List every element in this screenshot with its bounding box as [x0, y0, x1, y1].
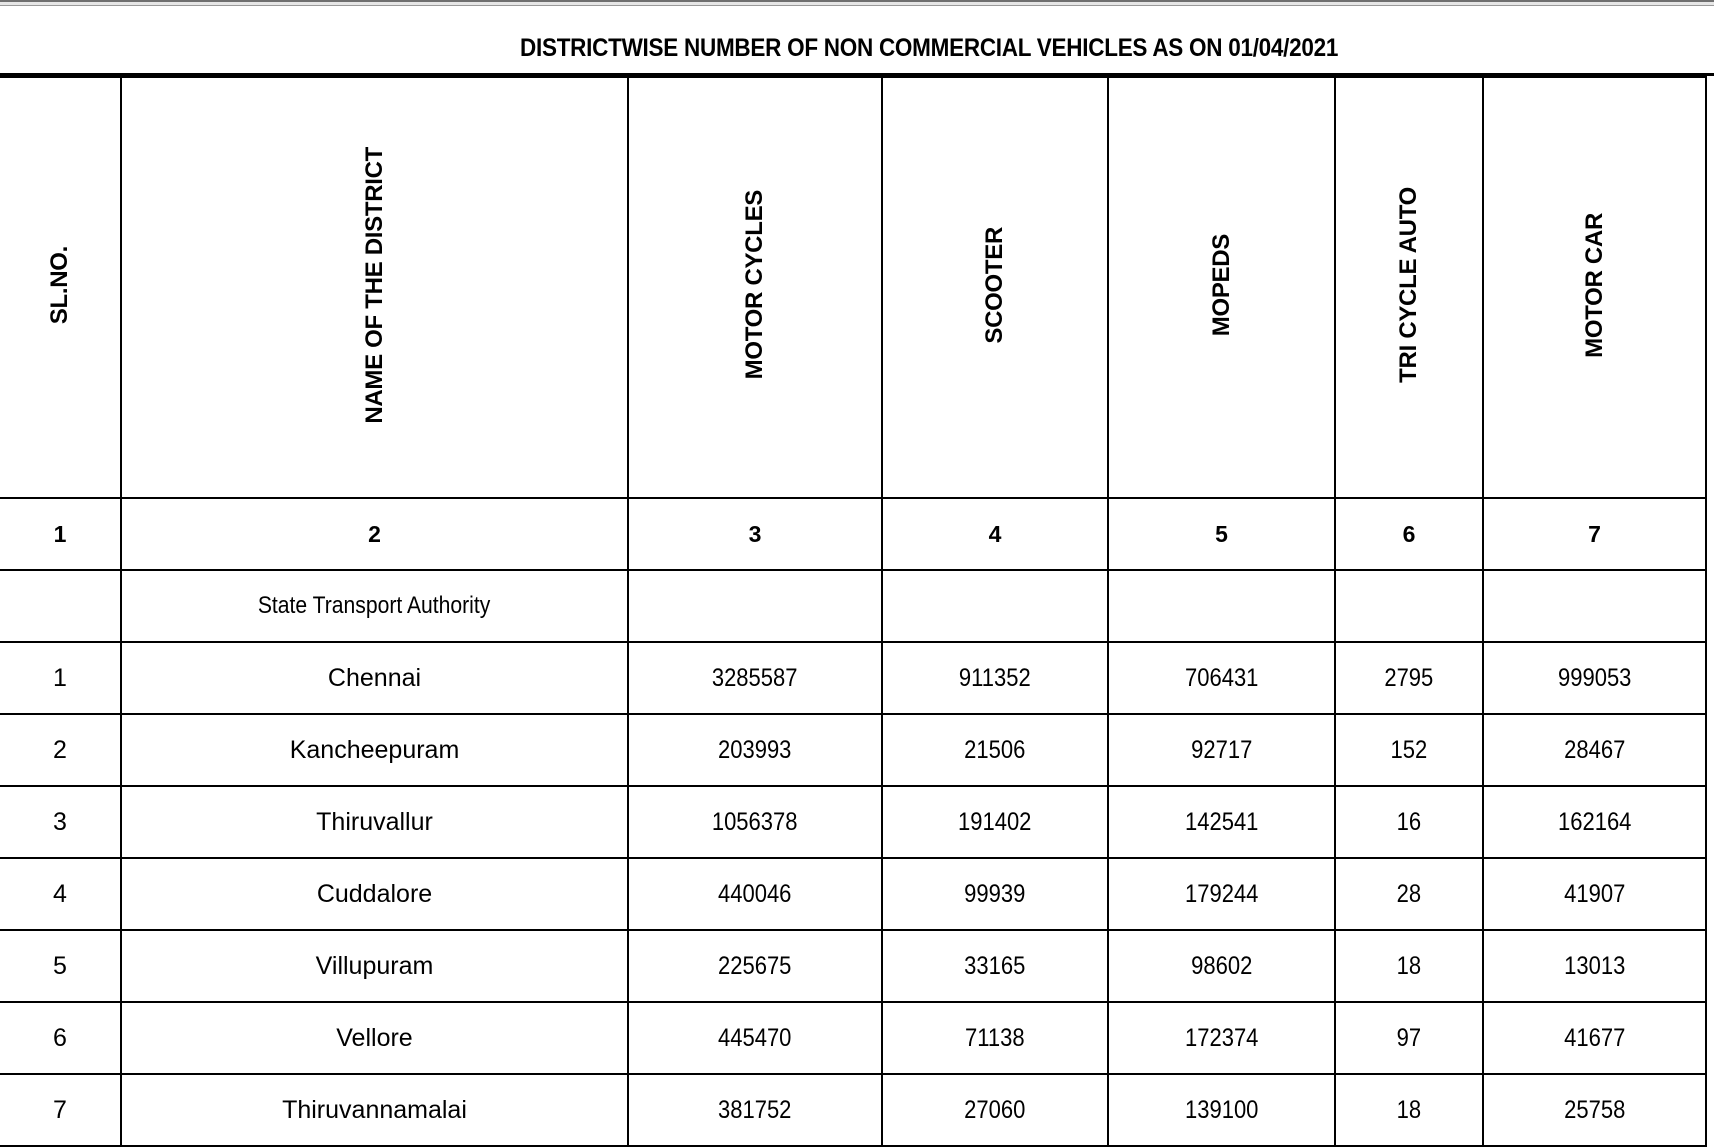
motor-car-cell: 13013 [1483, 930, 1706, 1002]
mopeds-cell: 98602 [1108, 930, 1335, 1002]
motor-car-cell: 25758 [1483, 1074, 1706, 1146]
header-tri-cycle-auto: TRI CYCLE AUTO [1335, 77, 1483, 498]
motor-cycles-cell: 1056378 [628, 786, 882, 858]
district-cell: Vellore [121, 1002, 628, 1074]
column-number: 5 [1108, 498, 1335, 570]
vehicles-table [0, 76, 1707, 1147]
district-cell: Cuddalore [121, 858, 628, 930]
page-title: DISTRICTWISE NUMBER OF NON COMMERCIAL VEHICLES AS ON 01/04/2021 [520, 34, 1339, 62]
motor-cycles-cell: 225675 [628, 930, 882, 1002]
title-bar [0, 6, 1714, 76]
empty-cell [1483, 570, 1706, 642]
sl-no-cell: 2 [0, 714, 121, 786]
header-sl-no: SL.NO. [0, 77, 121, 498]
header-scooter: SCOOTER [882, 77, 1108, 498]
table-row [0, 930, 1706, 1002]
mopeds-cell: 92717 [1108, 714, 1335, 786]
motor-cycles-cell: 445470 [628, 1002, 882, 1074]
header-motor-car: MOTOR CAR [1483, 77, 1706, 498]
tri-cycle-auto-cell: 18 [1335, 1074, 1483, 1146]
tri-cycle-auto-cell: 97 [1335, 1002, 1483, 1074]
motor-cycles-cell: 381752 [628, 1074, 882, 1146]
section-label: State Transport Authority [121, 570, 628, 642]
column-number: 2 [121, 498, 628, 570]
empty-cell [882, 570, 1108, 642]
section-row [0, 570, 1706, 642]
empty-cell [1335, 570, 1483, 642]
district-cell: Thiruvannamalai [121, 1074, 628, 1146]
header-mopeds: MOPEDS [1108, 77, 1335, 498]
motor-car-cell: 28467 [1483, 714, 1706, 786]
mopeds-cell: 142541 [1108, 786, 1335, 858]
district-cell: Kancheepuram [121, 714, 628, 786]
motor-car-cell: 41677 [1483, 1002, 1706, 1074]
scooter-cell: 21506 [882, 714, 1108, 786]
tri-cycle-auto-cell: 16 [1335, 786, 1483, 858]
sl-no-cell: 4 [0, 858, 121, 930]
tri-cycle-auto-cell: 28 [1335, 858, 1483, 930]
table-row [0, 786, 1706, 858]
header-district-name: NAME OF THE DISTRICT [121, 77, 628, 498]
tri-cycle-auto-cell: 18 [1335, 930, 1483, 1002]
mopeds-cell: 139100 [1108, 1074, 1335, 1146]
table-row [0, 1002, 1706, 1074]
sl-no-cell: 3 [0, 786, 121, 858]
empty-cell [0, 570, 121, 642]
mopeds-cell: 179244 [1108, 858, 1335, 930]
motor-car-cell: 162164 [1483, 786, 1706, 858]
table-row [0, 642, 1706, 714]
column-number-row [0, 498, 1706, 570]
empty-cell [1108, 570, 1335, 642]
empty-cell [628, 570, 882, 642]
header-row [0, 77, 1706, 498]
column-number: 6 [1335, 498, 1483, 570]
tri-cycle-auto-cell: 2795 [1335, 642, 1483, 714]
sl-no-cell: 5 [0, 930, 121, 1002]
table-row [0, 1074, 1706, 1146]
scooter-cell: 33165 [882, 930, 1108, 1002]
sl-no-cell: 1 [0, 642, 121, 714]
column-number: 1 [0, 498, 121, 570]
mopeds-cell: 706431 [1108, 642, 1335, 714]
table-row [0, 714, 1706, 786]
district-cell: Thiruvallur [121, 786, 628, 858]
column-number: 3 [628, 498, 882, 570]
scooter-cell: 911352 [882, 642, 1108, 714]
header-motor-cycles: MOTOR CYCLES [628, 77, 882, 498]
scooter-cell: 191402 [882, 786, 1108, 858]
scooter-cell: 27060 [882, 1074, 1108, 1146]
motor-car-cell: 41907 [1483, 858, 1706, 930]
mopeds-cell: 172374 [1108, 1002, 1335, 1074]
column-number: 4 [882, 498, 1108, 570]
motor-cycles-cell: 3285587 [628, 642, 882, 714]
scooter-cell: 99939 [882, 858, 1108, 930]
tri-cycle-auto-cell: 152 [1335, 714, 1483, 786]
motor-car-cell: 999053 [1483, 642, 1706, 714]
district-cell: Chennai [121, 642, 628, 714]
sl-no-cell: 6 [0, 1002, 121, 1074]
scooter-cell: 71138 [882, 1002, 1108, 1074]
district-cell: Villupuram [121, 930, 628, 1002]
column-number: 7 [1483, 498, 1706, 570]
motor-cycles-cell: 203993 [628, 714, 882, 786]
sl-no-cell: 7 [0, 1074, 121, 1146]
motor-cycles-cell: 440046 [628, 858, 882, 930]
table-row [0, 858, 1706, 930]
